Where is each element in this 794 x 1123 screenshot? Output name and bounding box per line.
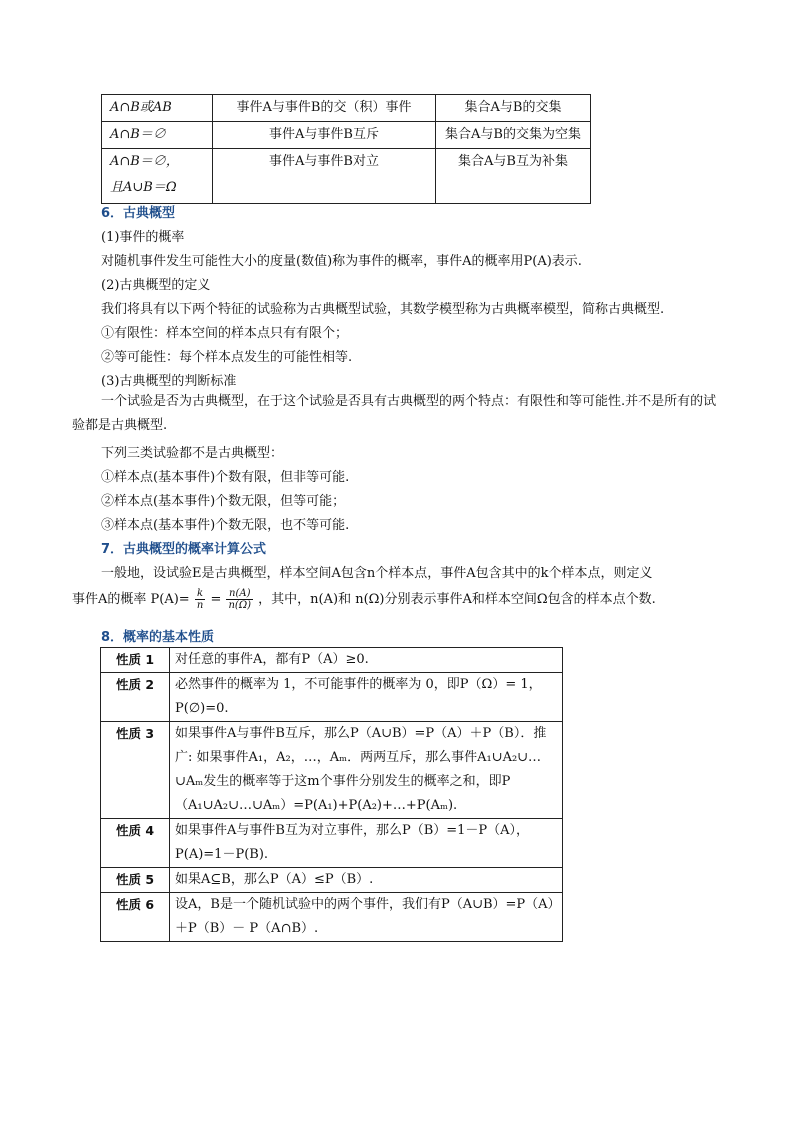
table-cell: 集合A与B的交集 [436, 95, 591, 122]
table-row [101, 648, 563, 673]
paragraph: 我们将具有以下两个特征的试验称为古典概型试验，其数学模型称为古典概率模型，简称古典概型. [101, 302, 665, 317]
fraction-denominator: n(Ω) [228, 600, 252, 611]
table-row [101, 673, 563, 722]
property-text: 如果A⊆B，那么P（A）≤P（B）. [170, 868, 563, 893]
formula-suffix: ，其中，n(A)和 n(Ω)分别表示事件A和样本空间Ω包含的样本点个数. [258, 592, 656, 607]
section-8-heading: 8．概率的基本性质 [101, 630, 215, 645]
subheading: (1)事件的概率 [101, 230, 185, 245]
list-item: ①有限性：样本空间的样本点只有有限个； [101, 326, 349, 341]
paragraph: 下列三类试验都不是古典概型： [101, 446, 284, 461]
probability-properties-table [100, 647, 563, 942]
table-row [101, 868, 563, 893]
property-name: 性质 1 [101, 648, 170, 673]
table-cell: 集合A与B互为补集 [436, 149, 591, 204]
property-name: 性质 2 [101, 673, 170, 722]
list-item: ②等可能性：每个样本点发生的可能性相等. [101, 350, 353, 365]
table-cell: A∩B＝∅ [102, 122, 213, 149]
property-text: 对任意的事件A，都有P（A）≥0. [170, 648, 563, 673]
table-row [102, 149, 591, 204]
list-item: ①样本点(基本事件)个数有限，但非等可能. [101, 470, 350, 485]
fraction [195, 588, 205, 611]
table-cell [102, 149, 213, 204]
paragraph: 对随机事件发生可能性大小的度量(数值)称为事件的概率，事件A的概率用P(A)表示. [101, 254, 582, 269]
subheading: (2)古典概型的定义 [101, 278, 211, 293]
paragraph [72, 390, 722, 438]
property-text: 必然事件的概率为 1，不可能事件的概率为 0，即P（Ω）= 1，P(∅)=0. [170, 673, 563, 722]
fraction-denominator: n [196, 600, 204, 611]
table-row [102, 95, 591, 122]
property-name: 性质 3 [101, 722, 170, 819]
property-text: 设A，B是一个随机试验中的两个事件，我们有P（A∪B）=P（A）＋P（B）－ P（A∩B）. [170, 893, 563, 942]
table-row [102, 122, 591, 149]
formula-line [72, 588, 656, 611]
subheading: (3)古典概型的判断标准 [101, 374, 237, 389]
list-item: ②样本点(基本事件)个数无限，但等可能； [101, 494, 346, 509]
table-cell: 集合A与B的交集为空集 [436, 122, 591, 149]
cell-line: 且A∪B＝Ω [110, 180, 177, 195]
table-row [101, 722, 563, 819]
formula-prefix: 事件A的概率 P(A)= [72, 592, 190, 607]
equals-sign: = [210, 592, 222, 607]
fraction [226, 588, 253, 611]
section-6-heading: 6．古典概型 [101, 206, 176, 221]
table-cell: A∩B或AB [102, 95, 213, 122]
property-name: 性质 6 [101, 893, 170, 942]
property-text: 如果事件A与事件B互斥，那么P（A∪B）=P（A）＋P（B）．推广: 如果事件A₁，A₂，…，Aₘ．两两互斥，那么事件A₁∪A₂∪…∪Aₘ发生的概率等于这m个事件分别发生的概率之和，即P（A₁∪A₂∪…∪Aₘ）=P(A₁)+P(A₂)+…+P(Aₘ). [170, 722, 563, 819]
table-row [101, 893, 563, 942]
property-text: 如果事件A与事件B互为对立事件，那么P（B）=1－P（A），P(A)=1－P(B). [170, 819, 563, 868]
table-cell: 事件A与事件B对立 [213, 149, 436, 204]
section-7-heading: 7．古典概型的概率计算公式 [101, 542, 267, 557]
property-name: 性质 4 [101, 819, 170, 868]
table-cell: 事件A与事件B互斥 [213, 122, 436, 149]
paragraph: 一般地，设试验E是古典概型，样本空间A包含n个样本点，事件A包含其中的k个样本点，则定义 [101, 566, 653, 581]
table-cell: 事件A与事件B的交（积）事件 [213, 95, 436, 122]
cell-line: A∩B＝∅， [110, 154, 179, 169]
fraction-numerator: n(A) [226, 588, 253, 600]
property-name: 性质 5 [101, 868, 170, 893]
fraction-numerator: k [195, 588, 205, 600]
list-item: ③样本点(基本事件)个数无限，也不等可能. [101, 518, 350, 533]
table-row [101, 819, 563, 868]
event-relations-table [101, 94, 591, 204]
paragraph-text: 一个试验是否为古典概型，在于这个试验是否具有古典概型的两个特点：有限性和等可能性.并不是所有的试验都是古典概型. [72, 394, 717, 433]
